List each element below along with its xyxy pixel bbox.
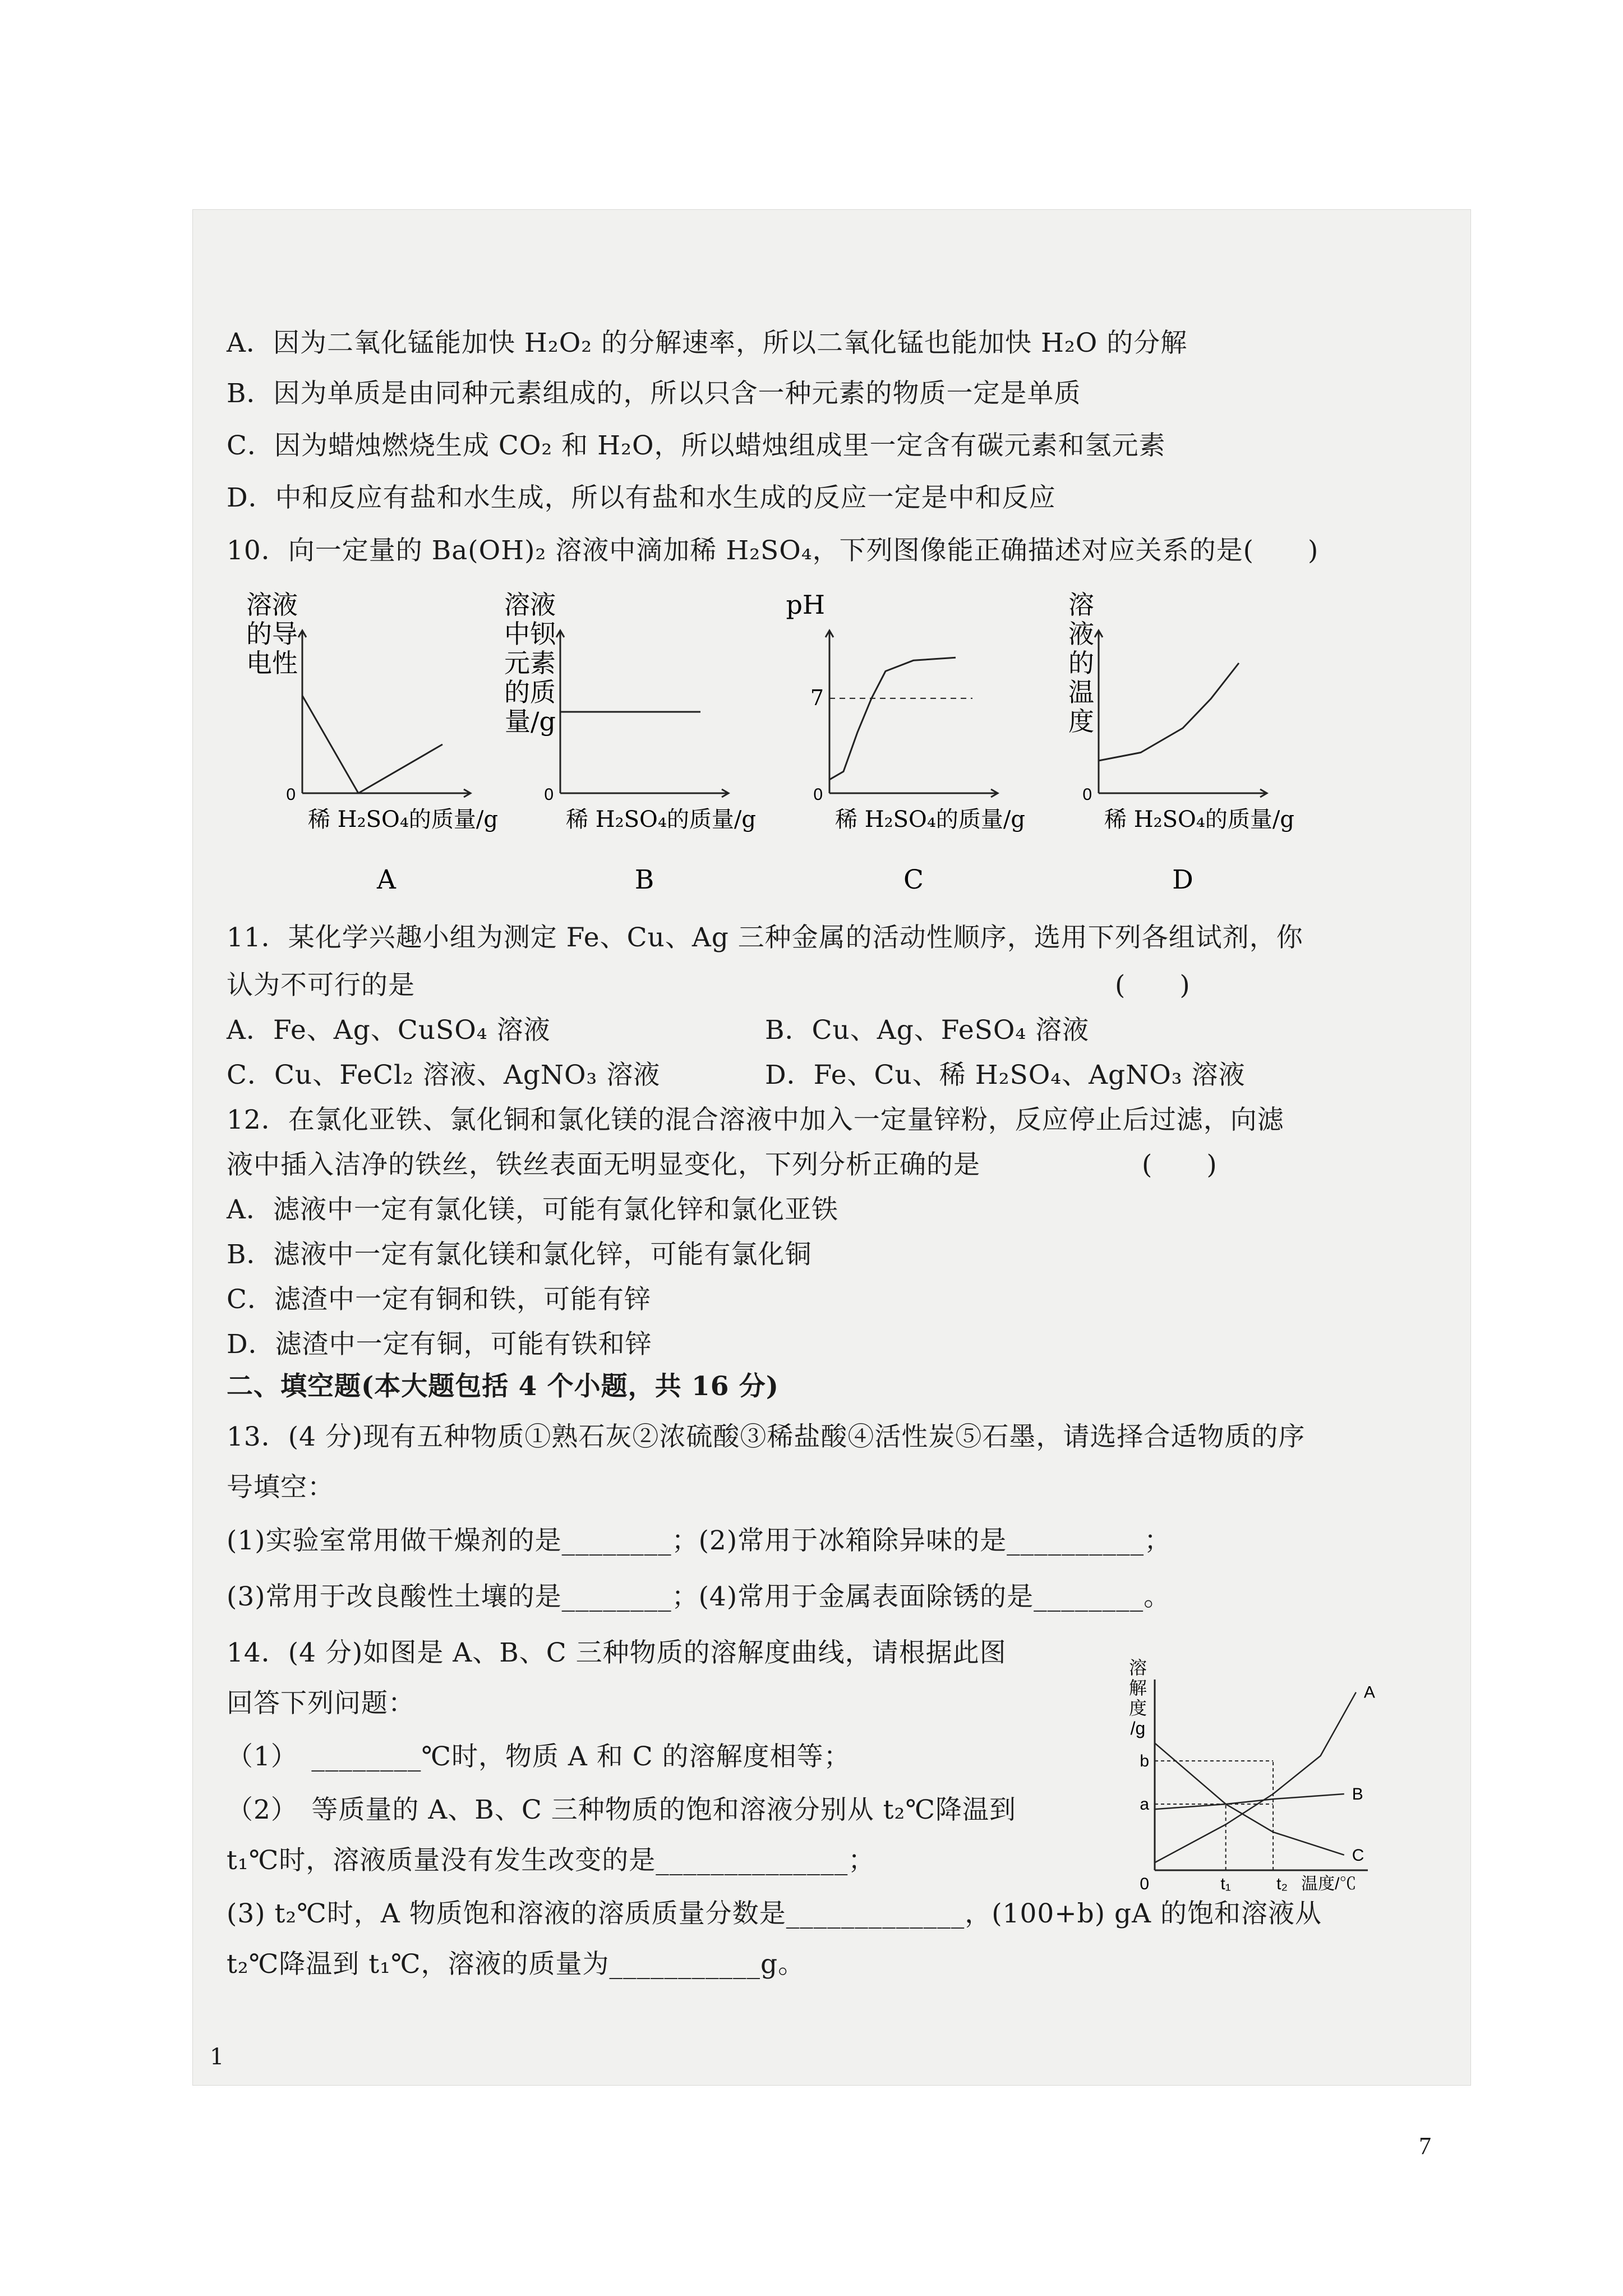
y-axis-label: 元素: [504, 648, 556, 678]
solubility-svg: [1101, 1646, 1393, 1904]
q11-stem-2: 认为不可行的是 ( ): [227, 970, 1191, 1001]
series-B: [1155, 1794, 1344, 1809]
series-line: [302, 696, 442, 793]
section-2-heading: 二、填空题(本大题包括 4 个小题，共 16 分): [227, 1371, 780, 1402]
q12-option-c: C．滤渣中一定有铜和铁，可能有锌: [227, 1284, 651, 1315]
chart-d: [1045, 590, 1294, 895]
y-axis-label: /g: [1130, 1718, 1146, 1738]
origin-label: 0: [544, 785, 554, 804]
corner-mark: 1: [210, 2044, 224, 2070]
q11-option-b: B．Cu、Ag、FeSO₄ 溶液: [765, 1015, 1090, 1046]
q9-option-c: C．因为蜡烛燃烧生成 CO₂ 和 H₂O，所以蜡烛组成里一定含有碳元素和氢元素: [227, 430, 1166, 461]
origin-label: 0: [813, 785, 823, 804]
q11-stem: 11．某化学兴趣小组为测定 Fe、Cu、Ag 三种金属的活动性顺序，选用下列各组试剂，你: [227, 922, 1303, 953]
origin-label: 0: [1140, 1875, 1149, 1893]
q14-stem: 14．(4 分)如图是 A、B、C 三种物质的溶解度曲线，请根据此图: [227, 1637, 1007, 1668]
q13-stem: 13．(4 分)现有五种物质①熟石灰②浓硫酸③稀盐酸④活性炭⑤石墨，请选择合适物质的序: [227, 1421, 1306, 1452]
q14-part-3b: t₂℃降温到 t₁℃，溶液的质量为___________g。: [227, 1949, 805, 1980]
option-label: B: [634, 864, 654, 895]
y-axis-label: 溶: [1128, 1658, 1147, 1678]
q9-option-b: B．因为单质是由同种元素组成的，所以只含一种元素的物质一定是单质: [227, 378, 1081, 409]
q9-option-a: A．因为二氧化锰能加快 H₂O₂ 的分解速率，所以二氧化锰也能加快 H₂O 的分解: [227, 328, 1188, 358]
x-axis-label: 温度/℃: [1301, 1875, 1357, 1893]
solubility-chart: [1101, 1646, 1393, 1904]
series-A: [1155, 1692, 1356, 1863]
q14-part-3: (3) t₂℃时，A 物质饱和溶液的溶质质量分数是_____________，(100+b) gA 的饱和溶液从: [227, 1898, 1322, 1929]
x-axis-label: 稀 H₂SO₄的质量/g: [835, 807, 1025, 832]
y-axis-label: 解: [1128, 1678, 1147, 1698]
q14-part-2: （2） 等质量的 A、B、C 三种物质的饱和溶液分别从 t₂℃降温到: [227, 1795, 1016, 1825]
y-axis-label: 液: [1068, 619, 1094, 649]
q11-option-c: C．Cu、FeCl₂ 溶液、AgNO₃ 溶液: [227, 1060, 661, 1091]
series-label: A: [1363, 1683, 1375, 1702]
series-label: C: [1352, 1846, 1364, 1865]
origin-label: 0: [1082, 785, 1092, 804]
q14-part-2b: t₁℃时，溶液质量没有发生改变的是______________；: [227, 1845, 875, 1876]
ytick-a: a: [1140, 1795, 1149, 1814]
series-line: [829, 657, 956, 780]
y-axis-label: 中钡: [504, 619, 556, 649]
y-axis-label: 的质: [504, 677, 556, 707]
x-axis-label: 稀 H₂SO₄的质量/g: [308, 807, 498, 832]
y-axis-label: 电性: [246, 648, 298, 678]
xtick-t1: t₁: [1220, 1875, 1231, 1893]
chart-svg: [1045, 590, 1294, 895]
chart-c: [776, 590, 1025, 895]
q9-option-d: D．中和反应有盐和水生成，所以有盐和水生成的反应一定是中和反应: [227, 482, 1056, 513]
y-axis-label: 溶: [1068, 590, 1094, 620]
x-axis-label: 稀 H₂SO₄的质量/g: [566, 807, 756, 832]
page-number: 7: [1419, 2132, 1431, 2160]
q13-stem-2: 号填空：: [227, 1472, 334, 1503]
q12-option-a: A．滤液中一定有氯化镁，可能有氯化锌和氯化亚铁: [227, 1194, 838, 1225]
option-label: D: [1172, 864, 1193, 895]
q11-option-a: A．Fe、Ag、CuSO₄ 溶液: [227, 1015, 551, 1046]
q12-stem-2: 液中插入洁净的铁丝，铁丝表面无明显变化，下列分析正确的是 ( ): [227, 1149, 1218, 1180]
x-axis-label: 稀 H₂SO₄的质量/g: [1104, 807, 1294, 832]
q12-option-b: B．滤液中一定有氯化镁和氯化锌，可能有氯化铜: [227, 1239, 812, 1270]
y-axis-label: pH: [786, 590, 825, 620]
chart-svg: [776, 590, 1025, 895]
y-axis-label: 溶液: [504, 590, 556, 620]
series-label: B: [1352, 1785, 1363, 1803]
q13-blank-3-4: (3)常用于改良酸性土壤的是________；(4)常用于金属表面除锈的是________。: [227, 1581, 1171, 1612]
chart-b: [504, 590, 756, 895]
y-axis-label: 量/g: [505, 706, 556, 737]
q12-option-d: D．滤渣中一定有铜，可能有铁和锌: [227, 1329, 652, 1360]
option-label: A: [377, 864, 396, 895]
q14-part-1: （1） ________℃时，物质 A 和 C 的溶解度相等；: [227, 1741, 851, 1772]
y-axis-label: 的导: [246, 619, 298, 649]
option-label: C: [903, 864, 924, 895]
y-axis-label: 度: [1128, 1698, 1147, 1718]
y-axis-label: 温: [1068, 677, 1094, 707]
xtick-t2: t₂: [1276, 1875, 1288, 1893]
q14-stem-2: 回答下列问题：: [227, 1688, 415, 1719]
y-axis-label: 度: [1068, 706, 1094, 737]
q13-blank-1-2: (1)实验室常用做干燥剂的是________；(2)常用于冰箱除异味的是__________；: [227, 1525, 1172, 1556]
series-line: [1099, 663, 1239, 761]
ytick-b: b: [1140, 1752, 1149, 1771]
y-axis-label: 溶液: [246, 590, 298, 620]
q10-stem: 10．向一定量的 Ba(OH)₂ 溶液中滴加稀 H₂SO₄，下列图像能正确描述对应关系的是( ): [227, 535, 1319, 566]
ytick-label: 7: [810, 685, 824, 710]
chart-a: [246, 590, 498, 895]
y-axis-label: 的: [1068, 648, 1094, 678]
q11-option-d: D．Fe、Cu、稀 H₂SO₄、AgNO₃ 溶液: [765, 1060, 1246, 1091]
q12-stem: 12．在氯化亚铁、氯化铜和氯化镁的混合溶液中加入一定量锌粉，反应停止后过滤，向滤: [227, 1105, 1284, 1135]
origin-label: 0: [286, 785, 296, 804]
chart-svg: [246, 590, 498, 895]
scanned-page: [192, 209, 1471, 2086]
chart-svg: [504, 590, 756, 895]
